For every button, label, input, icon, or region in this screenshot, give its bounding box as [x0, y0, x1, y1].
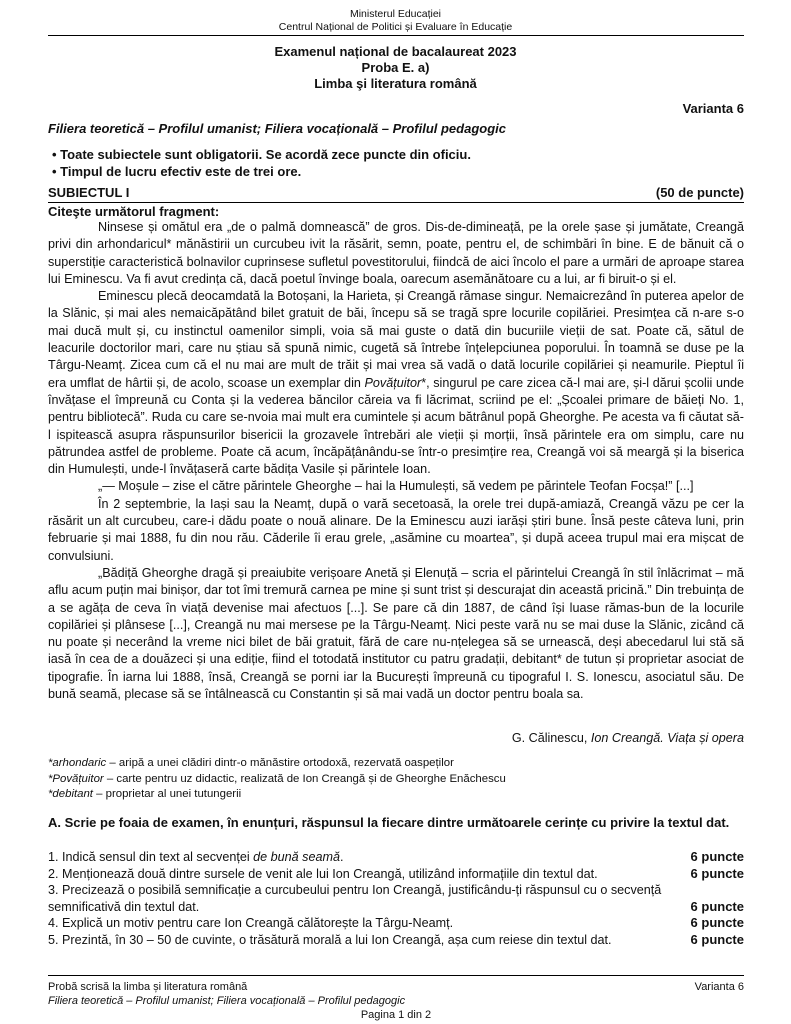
title-line-3: Limba şi literatura română [314, 76, 477, 91]
requirement-item: 5. Prezintă, în 30 – 50 de cuvinte, o trăsătură morală a lui Ion Creangă, așa cum reiese din textul dat. 6 puncte [48, 931, 744, 947]
page-header [0, 8, 791, 34]
title-line-1: Examenul național de bacalaureat 2023 [274, 44, 517, 59]
book-title: Povățuitor [364, 375, 422, 390]
requirement-points: 6 puncte [690, 865, 744, 881]
center-name: Centrul Național de Politici și Evaluare în Educație [278, 21, 513, 33]
exam-title [0, 44, 791, 92]
fragment-paragraph: În 2 septembrie, la Iași sau la Neamț, după o vară secetoasă, la orele trei după-amiază, Creangă văzu pe cer la răsărit un alt curcubeu, care-i dădu poate o nouă alinare. De la Eminescu auzi iarăși știri bune. Însă peste câteva luni, prin februarie și mai 1888, fu din nou rău. Căderile îi erau grele, „asămine cu moartea”, și după aceea trupul mai era mișcat de convulsiuni. [48, 496, 744, 563]
filiera-label: Filiera teoretică – Profilul umanist; Filiera vocațională – Profilul pedagogic [48, 121, 507, 136]
requirement-points: 6 puncte [690, 931, 744, 947]
footnote: *Povățuitor – carte pentru uz didactic, realizată de Ion Creangă și de Gheorghe Enăchescu [48, 772, 506, 785]
section-a-instruction: A. Scrie pe foaia de examen, în enunțuri, răspunsul la fiecare dintre următoarele cerințe cu privire la textul dat. [48, 815, 730, 830]
footnotes [48, 756, 506, 803]
fragment-paragraph: Ninsese și omătul era „de o palmă domnească” de gros. Dis-de-dimineață, pe la orele șase și jumătate, Creangă privi din arhondaricul* mănăstirii un curcubeu ivit la răsărit, semn, poate, pentru el, de schimbări în bine. E de bănuit că o superstiție caracteristică bolnavilor cuprinsese sufletul povestitorului, fiindcă de aici încolo el pare a urmări de aproape starea lui Eminescu. Va fi avut credința că, dacă poetul învinge boala, oarecum asemănătoare cu a lui, ar fi biruit-o și el. [48, 220, 744, 286]
footer-filiera: Filiera teoretică – Profilul umanist; Filiera vocațională – Profilul pedagogic [48, 995, 406, 1007]
exam-rules [52, 146, 471, 180]
rule-item: • Toate subiectele sunt obligatorii. Se acordă zece puncte din oficiu. [52, 146, 471, 163]
page-number: Pagina 1 din 2 [360, 1009, 432, 1021]
footnote: *debitant – proprietar al unei tutungerii [48, 788, 242, 800]
title-line-2: Proba E. a) [361, 60, 430, 75]
requirement-item: 2. Menționează două dintre sursele de venit ale lui Ion Creangă, utilizând informațiile din textul dat. 6 puncte [48, 865, 744, 881]
requirements-list [48, 849, 744, 948]
footer-exam-label: Probă scrisă la limba și literatura română [48, 981, 248, 993]
requirement-points: 6 puncte [690, 898, 744, 914]
footer-variant: Varianta 6 [694, 981, 744, 993]
fragment-paragraph: „— Moșule – zise el către părintele Gheorghe – hai la Humulești, să vedem pe părintele Teofan Focșa!” [...] [98, 479, 694, 494]
ministry-name: Ministerul Educației [349, 8, 442, 20]
requirement-points: 6 puncte [690, 915, 744, 930]
footnote: *arhondaric – aripă a unei clădiri dintr-o mănăstire ortodoxă, rezervată oaspeților [48, 757, 454, 769]
rule-item: • Timpul de lucru efectiv este de trei ore. [52, 163, 471, 180]
requirement-points: 6 puncte [690, 849, 744, 864]
source-author: G. Călinescu, [511, 731, 588, 745]
instruction: Citeşte următorul fragment: [48, 204, 220, 219]
requirement-item: 3. Precizează o posibilă semnificație a curcubeului pentru Ion Creangă, justificându-ți răspunsul cu o secvență semnificativă din textul dat. 6 puncte [48, 883, 744, 914]
source-work: Ion Creangă. Viața și opera [590, 731, 744, 745]
subject-heading [48, 185, 744, 203]
subject-points: (50 de puncte) [655, 185, 744, 200]
page-footer [48, 980, 744, 1022]
fragment-paragraph: „Bădiță Gheorghe dragă și preaiubite verișoare Anetă și Elenuță – scria el părintelui Creangă în stil înlăcrimat – mă aflu acum puțin mai binișor, dar tot îmi tremură carnea pe mine și sunt trist și descurajat din această pricină.” Din trebuința de a se agăța de ceva în viață devenise mai afectuos [...]. Se pare că din 1887, de când își luase rămas-bun de la locurile copilăriei și plânsese [...], Creangă nu mai mersese pe la Târgu-Neamț. Nici peste vară nu se mai duse la Slănic, zicând că nu poate și necerând la vreme nici bilet de băi gratuit, fără de care nu-nțelegea să se urnească, deși abecedarul lui stă să iasă în cea de a douăzeci și una ediție, fiind el totodată institutor cu patru gradații, debitant* de tutun și proprietar asociat de tipografie. În iarna lui 1888, însă, Creangă se porni iar la București împreună cu tipograful I. S. Ionescu, asociatul său. De bună seamă, plecase să se întâlnească cu Constantin și să mai vadă un doctor pentru boala sa. [48, 565, 744, 702]
fragment-paragraph: Eminescu plecă deocamdată la Botoșani, la Harieta, și Creangă rămase singur. Nemaicrezând în puterea apelor de la Slănic, și mai ales nemaicăpătând bilet gratuit de băi, începu să se tragă spre locurile copilăriei. Presimțea că n-are s-o mai ducă mult și, cu instinctul oamenilor simpli, voia să mai guste o dată din bucuriile vieții de sat. Poate că, sătul de leacurile doctorilor mari, care nu știau să spună nimic, cugetă să întrebe înțelepciunea poporului. În toamnă se duse pe la Târgu-Neamț. Zicea cum că el nu mai are mult de trăit și mai vrea să vadă o dată locurile copilăriei și neamurile. Pieptul îi era umflat de hârtii și, de acolo, scoase un exemplar din Povățuitor*, singurul pe care zicea că-l mai are, și-l dărui școlii unde învățase el împreună cu Conta și la vederea băncilor căreia va fi lăcrimat, scriind pe el: „Școalei primare de băieți No. 1, pentru bibliotecă”. Ruda cu care se-nvoia mai mult era cumintele și acum bătrânul popă Gheorghe. Pe acesta va fi căutat să-l ispitească asupra răspunsurilor bisericii la grozavele întrebări ale vieții și morții, însă părintele era om simplu, care nu pătrundea astfel de probleme. Poate că acum, încăpățânându-se într-o presimțire rea, Creangă voi să meargă și la biserica din Humulești, unde-l învățaseră carte bădița Vasile și părintele Ioan. [48, 289, 744, 477]
footer-divider [48, 975, 744, 976]
header-divider [48, 35, 744, 36]
text-fragment [48, 219, 744, 703]
requirement-item: 1. Indică sensul din text al secvenței de bună seamă. 6 puncte [48, 849, 744, 864]
subject-label: SUBIECTUL I [48, 185, 130, 200]
variant-label: Varianta 6 [682, 101, 744, 116]
source-citation [512, 731, 744, 745]
requirement-item: 4. Explică un motiv pentru care Ion Creangă călătorește la Târgu-Neamț. 6 puncte [48, 915, 744, 930]
